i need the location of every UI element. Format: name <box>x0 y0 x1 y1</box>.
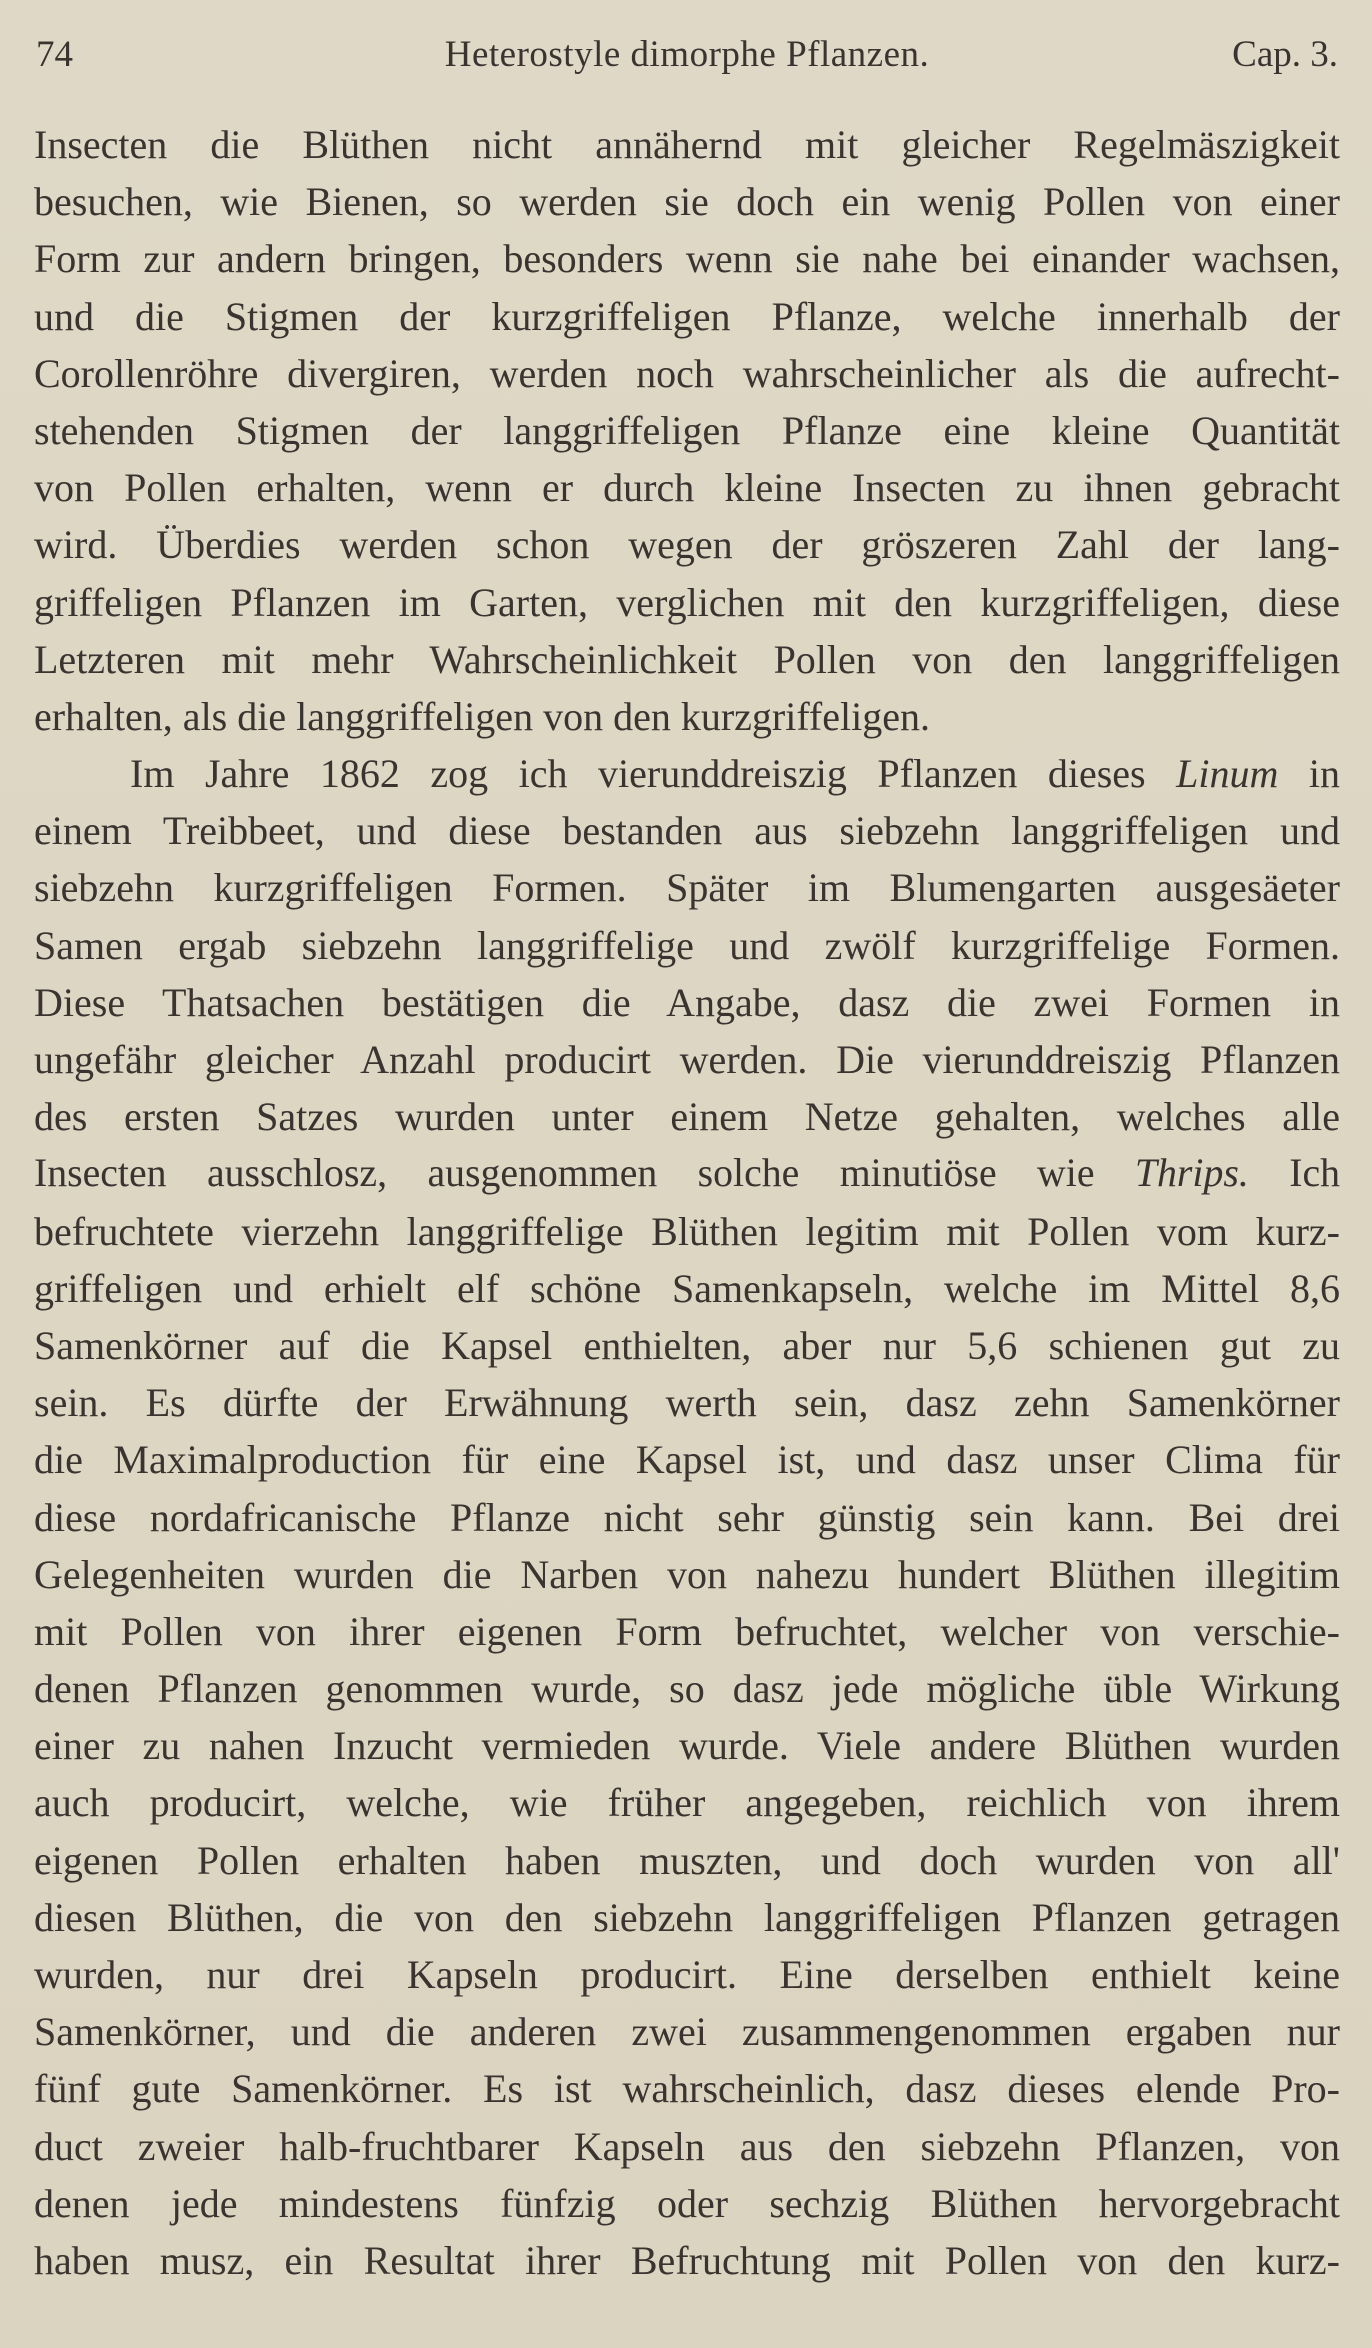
text-line: und die Stigmen der kurzgriffeligen Pflanze, welche innerhalb der <box>34 293 1340 339</box>
text-line: Samenkörner, und die anderen zwei zusammengenommen ergaben nur <box>34 2009 1340 2055</box>
text-line: griffeligen Pflanzen im Garten, verglichen mit den kurzgriffeligen, diese <box>34 579 1340 625</box>
text-line: diesen Blüthen, die von den siebzehn langgriffeligen Pflanzen getragen <box>34 1894 1340 1940</box>
text-line: befruchtete vierzehn langgriffelige Blüthen legitim mit Pollen vom kurz- <box>34 1208 1340 1254</box>
text-line: Insecten ausschlosz, ausgenommen solche minutiöse wie Thrips. Ich <box>34 1151 1340 1196</box>
paragraph-end-line: erhalten, als die langgriffeligen von den kurzgriffeligen. <box>34 693 930 739</box>
text-line: haben musz, ein Resultat ihrer Befruchtung mit Pollen von den kurz- <box>34 2237 1340 2283</box>
text-line: sein. Es dürfte der Erwähnung werth sein, dasz zehn Samenkörner <box>34 1380 1340 1426</box>
text-line: siebzehn kurzgriffeligen Formen. Später im Blumengarten ausgesäeter <box>34 865 1340 911</box>
italic-genus-name: Linum <box>1176 751 1279 797</box>
text-line: wurden, nur drei Kapseln producirt. Eine derselben enthielt keine <box>34 1952 1340 1997</box>
text-line: Samen ergab siebzehn langgriffelige und zwölf kurzgriffelige Formen. <box>34 922 1340 968</box>
text-line: des ersten Satzes wurden unter einem Netze gehalten, welches alle <box>34 1094 1340 1140</box>
text-line: eigenen Pollen erhalten haben muszten, und doch wurden von all' <box>34 1837 1340 1883</box>
running-title: Heterostyle dimorphe Pflanzen. <box>444 34 930 75</box>
italic-genus-name: Thrips. <box>1134 1151 1249 1196</box>
text-line: Corollenröhre divergiren, werden noch wahrscheinlicher als die aufrecht- <box>34 350 1340 396</box>
chapter-label: Cap. 3. <box>1232 34 1338 75</box>
text-line: fünf gute Samenkörner. Es ist wahrscheinlich, dasz dieses elende Pro- <box>34 2066 1340 2112</box>
text-line: besuchen, wie Bienen, so werden sie doch ein wenig Pollen von einer <box>34 179 1340 225</box>
text-line: diese nordafricanische Pflanze nicht sehr günstig sein kann. Bei drei <box>34 1494 1340 1540</box>
text-line: duct zweier halb-fruchtbarer Kapseln aus den siebzehn Pflanzen, von <box>34 2123 1340 2169</box>
text-line: Samenkörner auf die Kapsel enthielten, aber nur 5,6 schienen gut zu <box>34 1322 1340 1368</box>
text-line: einer zu nahen Inzucht vermieden wurde. Viele andere Blüthen wurden <box>34 1723 1340 1769</box>
text-line: denen Pflanzen genommen wurde, so dasz jede mögliche üble Wirkung <box>34 1666 1340 1712</box>
text-line: einem Treibbeet, und diese bestanden aus siebzehn langgriffeligen und <box>34 808 1340 854</box>
body-text <box>34 116 1340 2289</box>
text-line: mit Pollen von ihrer eigenen Form befruchtet, welcher von verschie- <box>34 1608 1340 1654</box>
text-line: Diese Thatsachen bestätigen die Angabe, dasz die zwei Formen in <box>34 979 1340 1025</box>
text-line: von Pollen erhalten, wenn er durch kleine Insecten zu ihnen gebracht <box>34 465 1340 511</box>
text-line: auch producirt, welche, wie früher angegeben, reichlich von ihrem <box>34 1780 1340 1826</box>
text-line: wird. Überdies werden schon wegen der gröszeren Zahl der lang- <box>34 522 1340 568</box>
text-line: stehenden Stigmen der langgriffeligen Pflanze eine kleine Quantität <box>34 407 1340 453</box>
text-line: Form zur andern bringen, besonders wenn sie nahe bei einander wachsen, <box>34 236 1340 282</box>
text-line: Letzteren mit mehr Wahrscheinlichkeit Pollen von den langgriffeligen <box>34 636 1340 682</box>
text-line: ungefähr gleicher Anzahl producirt werden. Die vierunddreiszig Pflanzen <box>34 1037 1340 1082</box>
text-line: die Maximalproduction für eine Kapsel ist, und dasz unser Clima für <box>34 1437 1340 1483</box>
paragraph-start-line: Im Jahre 1862 zog ich vierunddreiszig Pflanzen dieses Linum in <box>130 751 1340 797</box>
text-line: Insecten die Blüthen nicht annähernd mit gleicher Regelmäszigkeit <box>34 122 1340 167</box>
text-line: griffeligen und erhielt elf schöne Samenkapseln, welche im Mittel 8,6 <box>34 1265 1340 1311</box>
text-line: denen jede mindestens fünfzig oder sechzig Blüthen hervorgebracht <box>34 2180 1340 2226</box>
page-number: 74 <box>36 34 73 75</box>
text-line: Gelegenheiten wurden die Narben von nahezu hundert Blüthen illegitim <box>34 1551 1340 1597</box>
page-header <box>36 30 1338 80</box>
